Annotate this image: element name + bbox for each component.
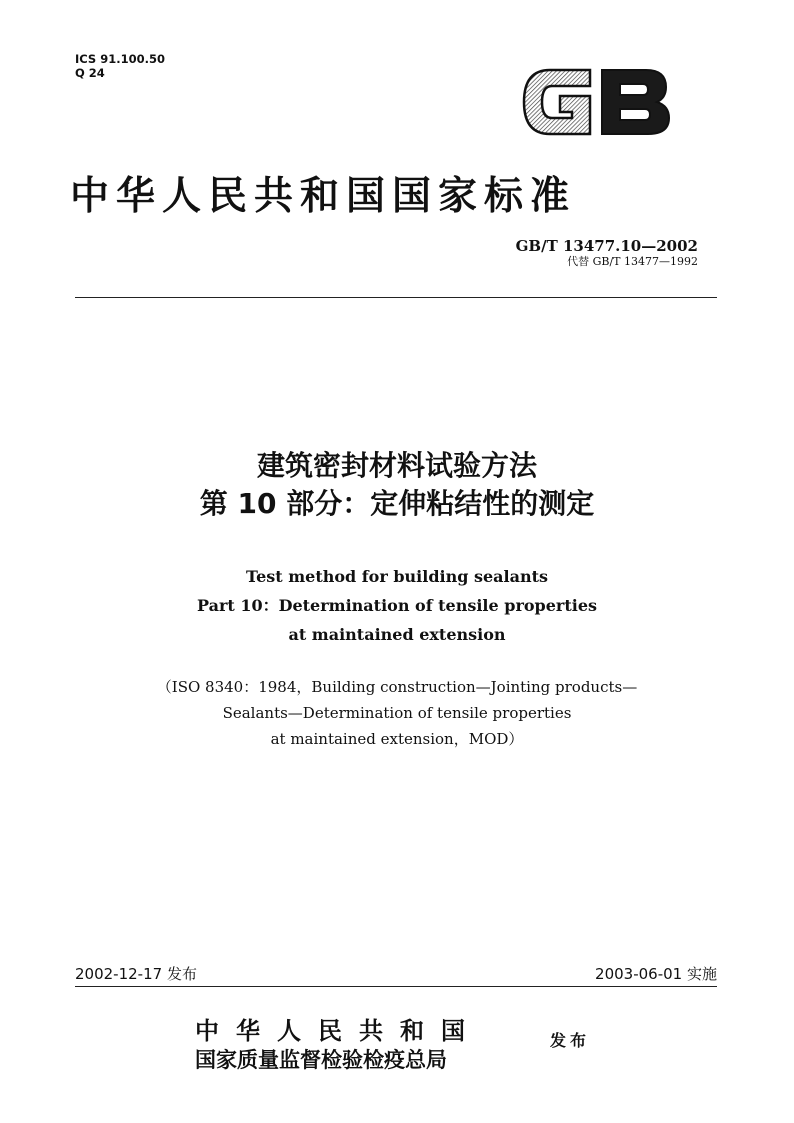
issuer-line-1: 中华人民共和国	[195, 1016, 482, 1045]
standard-number: GB/T 13477.10—2002	[515, 237, 698, 255]
national-standard-title: 中华人民共和国国家标准	[70, 173, 577, 219]
gb-logo-icon	[516, 60, 676, 144]
header-divider	[75, 297, 717, 298]
issuer-line-2: 国家质量监督检验检疫总局	[195, 1047, 447, 1072]
chinese-title	[0, 447, 794, 523]
iso-reference-line-1: （ISO 8340：1984，Building construction—Jointing products—	[156, 678, 638, 696]
footer-divider	[75, 986, 717, 987]
replaced-standard: 代替 GB/T 13477—1992	[567, 255, 698, 268]
implementation-date: 2003-06-01 实施	[595, 965, 717, 983]
chinese-title-line-1: 建筑密封材料试验方法	[256, 449, 537, 482]
issue-date: 2002-12-17 发布	[75, 965, 197, 983]
classification-codes	[75, 52, 165, 80]
standard-number-block	[516, 237, 698, 269]
iso-reference-line-2: Sealants—Determination of tensile properties	[222, 704, 572, 722]
english-title-line-3: at maintained extension	[288, 625, 506, 644]
issuer-publish-label: 发布	[550, 1031, 591, 1050]
issuing-authority	[195, 1018, 482, 1074]
chinese-title-line-2: 第 10 部分：定伸粘结性的测定	[199, 487, 595, 520]
english-title	[0, 562, 794, 649]
ics-code: ICS 91.100.50	[75, 52, 165, 66]
iso-reference-line-3: at maintained extension，MOD）	[270, 730, 524, 748]
english-title-line-1: Test method for building sealants	[246, 567, 548, 586]
ccs-code: Q 24	[75, 66, 105, 80]
iso-reference	[0, 674, 794, 752]
english-title-line-2: Part 10：Determination of tensile properties	[196, 596, 598, 615]
